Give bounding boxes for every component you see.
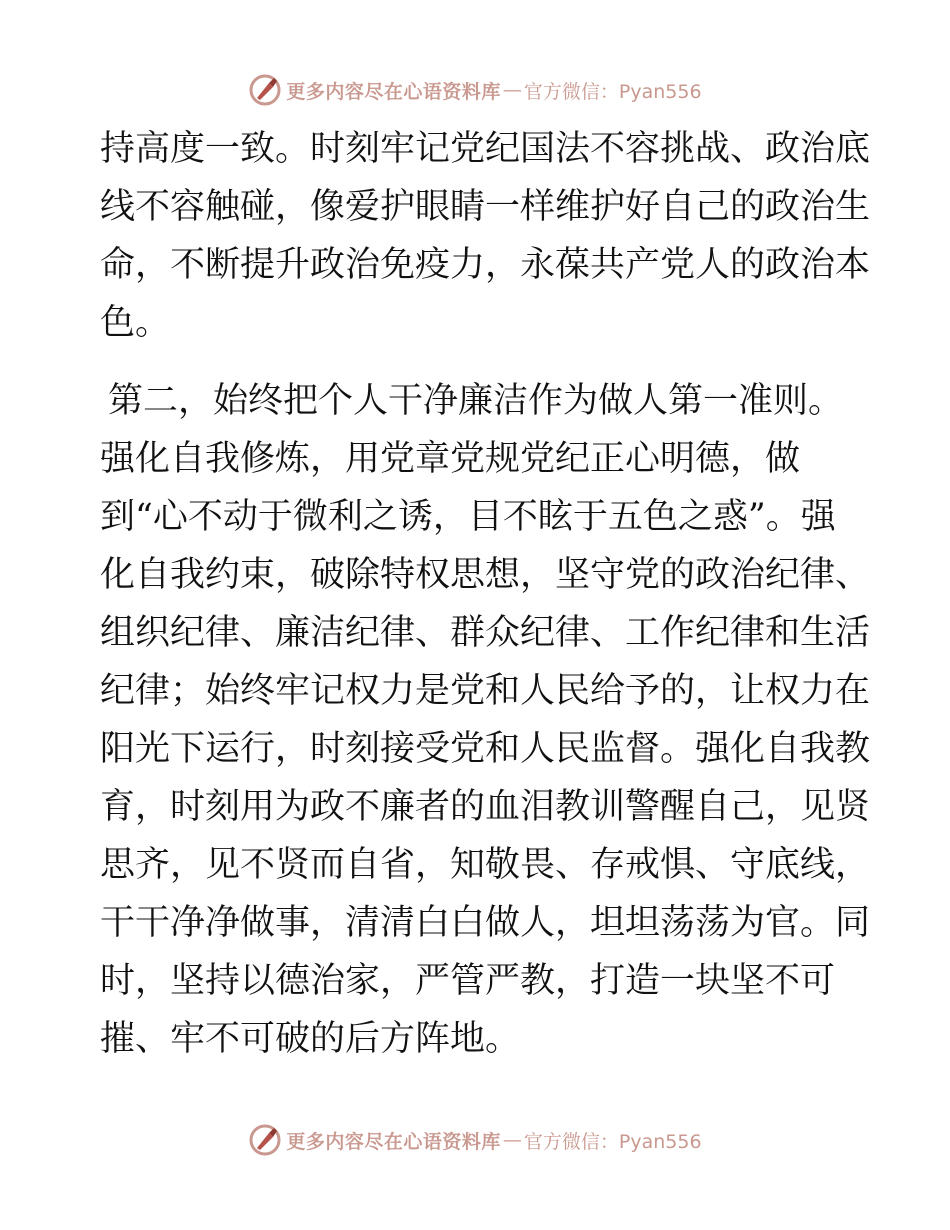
body-line: 育，时刻用为政不廉者的血泪教训警醒自己，见贤 xyxy=(100,787,871,827)
header-site-text: 更多内容尽在心语资料库 xyxy=(286,80,501,103)
header-banner xyxy=(0,70,950,110)
body-line: 命，不断提升政治免疫力，永葆共产党人的政治本 xyxy=(100,245,871,285)
header-separator: — xyxy=(502,79,522,101)
document-body xyxy=(100,120,871,1068)
section-heading: 第二，始终把个人干净廉洁作为做人第一准则。 xyxy=(108,381,844,421)
body-line: 纪律；始终牢记权力是党和人民给予的，让权力在 xyxy=(100,671,871,711)
footer-separator: — xyxy=(502,1129,522,1151)
body-line: 时，坚持以德治家，严管严教，打造一块坚不可 xyxy=(100,961,836,1001)
footer-banner xyxy=(0,1120,950,1160)
footer-wechat-text: 官方微信：Pyan556 xyxy=(523,1130,702,1153)
body-line: 强化自我修炼，用党章党规党纪正心明德，做 xyxy=(100,439,801,479)
body-line: 线不容触碰，像爱护眼睛一样维护好自己的政治生 xyxy=(100,187,871,227)
header-wechat-text: 官方微信：Pyan556 xyxy=(523,80,702,103)
body-line: 持高度一致。时刻牢记党纪国法不容挑战、政治底 xyxy=(100,129,871,169)
body-line: 到“心不动于微利之诱，目不眩于五色之惑”。强 xyxy=(100,497,836,537)
body-line: 色。 xyxy=(100,303,171,343)
pen-nib-logo-icon xyxy=(248,1123,282,1157)
footer-site-text: 更多内容尽在心语资料库 xyxy=(286,1130,501,1153)
body-line: 干干净净做事，清清白白做人，坦坦荡荡为官。同 xyxy=(100,903,871,943)
body-line: 化自我约束，破除特权思想，坚守党的政治纪律、 xyxy=(100,555,871,595)
body-line: 阳光下运行，时刻接受党和人民监督。强化自我教 xyxy=(100,729,871,769)
body-line: 思齐，见不贤而自省，知敬畏、存戒惧、守底线， xyxy=(100,845,871,885)
pen-nib-logo-icon xyxy=(248,73,282,107)
body-line: 组织纪律、廉洁纪律、群众纪律、工作纪律和生活 xyxy=(100,613,871,653)
body-line: 摧、牢不可破的后方阵地。 xyxy=(100,1019,521,1059)
